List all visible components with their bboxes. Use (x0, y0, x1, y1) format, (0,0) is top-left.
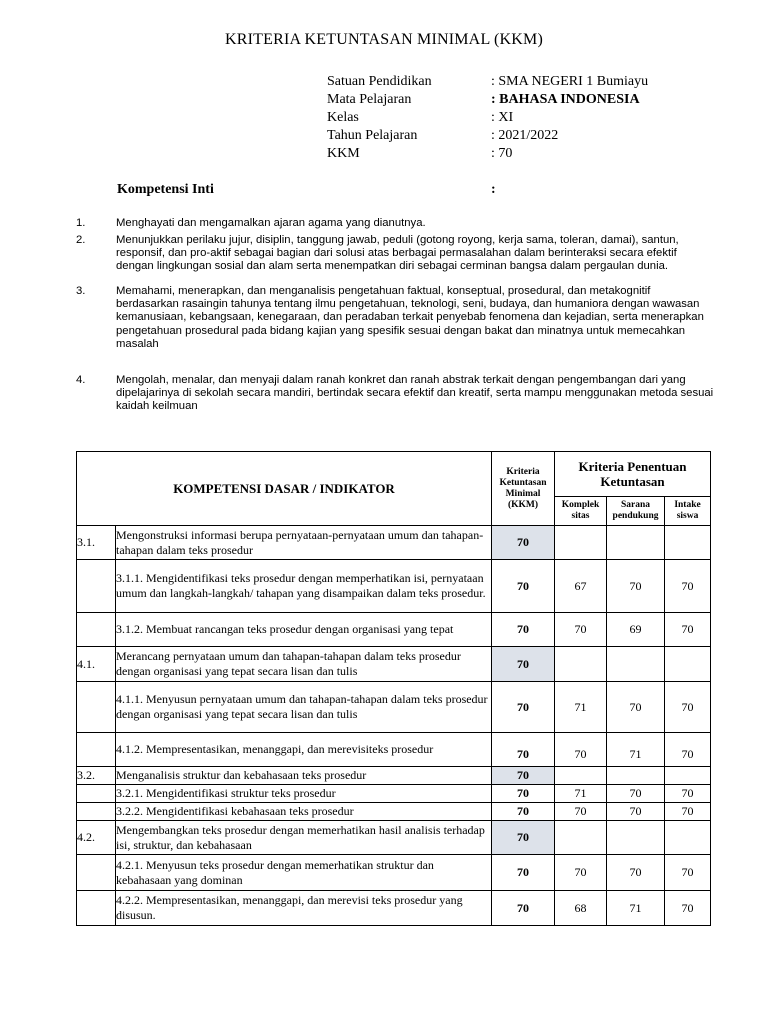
table-row (77, 613, 711, 647)
kompleksitas-value: 70 (555, 733, 607, 767)
kd-number: 4.1. (77, 647, 116, 682)
empty-cell (555, 821, 607, 855)
table-row (77, 647, 711, 682)
kkm-value: 70 (492, 682, 555, 733)
meta-value: : 2021/2022 (491, 128, 559, 143)
list-item-text: Menghayati dan mengamalkan ajaran agama yang dianutnya. (116, 217, 426, 229)
indicator-text: 4.1.1. Menyusun pernyataan umum dan tahapan-tahapan dalam teks prosedur dengan organisasi yang tepat secara lisan dan tulis (116, 682, 492, 733)
meta-label: Kelas (327, 110, 359, 125)
intake-value: 70 (665, 682, 711, 733)
sarana-value: 70 (607, 803, 665, 821)
list-item-text: Menunjukkan perilaku jujur, disiplin, tanggung jawab, peduli (gotong royong, kerja sama, toleran, damai), santun, responsif, dan pro-aktif sebagai bagian dari solusi atas berbagai permasalahan dalam berinteraksi secara efektif dengan lingkungan sosial dan alam serta menempatkan diri sebagai cerminan bangsa dalam pergaulan dunia. (116, 234, 679, 273)
kkm-value: 70 (492, 821, 555, 855)
intake-value: 70 (665, 803, 711, 821)
header-kkm: Kriteria Ketuntasan Minimal (KKM) (492, 452, 555, 526)
table-row (77, 855, 711, 891)
empty-cell (555, 767, 607, 785)
kompleksitas-value: 71 (555, 682, 607, 733)
kd-number: 4.2. (77, 821, 116, 855)
kkm-value: 70 (492, 647, 555, 682)
meta-row-satuan (327, 73, 648, 91)
identity-block (327, 73, 648, 163)
table-row (77, 803, 711, 821)
indicator-text: 3.2.2. Mengidentifikasi kebahasaan teks prosedur (116, 803, 492, 821)
table-row (77, 821, 711, 855)
list-item-number: 4. (76, 374, 86, 386)
indicator-text: 3.1.1. Mengidentifikasi teks prosedur dengan memperhatikan isi, pernyataan umum dan langkah-langkah/ tahapan yang disampaikan dalam teks prosedur. (116, 560, 492, 613)
kd-text: Mengembangkan teks prosedur dengan memerhatikan hasil analisis terhadap isi, struktur, dan kebahasaan (116, 821, 492, 855)
kompleksitas-value: 70 (555, 855, 607, 891)
kkm-value: 70 (492, 613, 555, 647)
kompleksitas-value: 71 (555, 785, 607, 803)
meta-label: Tahun Pelajaran (327, 128, 418, 143)
kd-text: Menganalisis struktur dan kebahasaan teks prosedur (116, 767, 492, 785)
meta-value: : 70 (491, 146, 513, 161)
sarana-value: 71 (607, 733, 665, 767)
kkm-table (76, 451, 711, 926)
kd-text: Merancang pernyataan umum dan tahapan-tahapan dalam teks prosedur dengan organisasi yang tepat secara lisan dan tulis (116, 647, 492, 682)
kkm-value: 70 (492, 733, 555, 767)
kd-text: Mengonstruksi informasi berupa pernyataan-pernyataan umum dan tahapan-tahapan dalam teks prosedur (116, 526, 492, 560)
empty-cell (665, 647, 711, 682)
empty-cell (607, 526, 665, 560)
kkm-value: 70 (492, 526, 555, 560)
header-sarana: Sarana pendukung (607, 497, 665, 526)
kompleksitas-value: 68 (555, 891, 607, 926)
meta-row-mapel (327, 91, 648, 109)
kompleksitas-value: 70 (555, 613, 607, 647)
empty-cell (77, 560, 116, 613)
empty-cell (665, 767, 711, 785)
kompetensi-inti-heading: Kompetensi Inti (117, 182, 214, 197)
sarana-value: 71 (607, 891, 665, 926)
empty-cell (555, 526, 607, 560)
empty-cell (555, 647, 607, 682)
header-kompetensi-dasar: KOMPETENSI DASAR / INDIKATOR (77, 452, 492, 526)
kkm-value: 70 (492, 891, 555, 926)
intake-value: 70 (665, 613, 711, 647)
indicator-text: 4.2.2. Mempresentasikan, menanggapi, dan merevisi teks prosedur yang disusun. (116, 891, 492, 926)
meta-label: KKM (327, 146, 360, 161)
empty-cell (77, 613, 116, 647)
table-row (77, 682, 711, 733)
meta-value: : BAHASA INDONESIA (491, 92, 640, 107)
meta-value: : XI (491, 110, 514, 125)
empty-cell (77, 733, 116, 767)
empty-cell (77, 855, 116, 891)
kkm-value: 70 (492, 767, 555, 785)
kkm-value: 70 (492, 803, 555, 821)
kkm-value: 70 (492, 785, 555, 803)
sarana-value: 70 (607, 682, 665, 733)
intake-value: 70 (665, 733, 711, 767)
meta-row-tahun (327, 127, 648, 145)
empty-cell (607, 767, 665, 785)
empty-cell (77, 682, 116, 733)
table-row (77, 891, 711, 926)
intake-value: 70 (665, 785, 711, 803)
kompleksitas-value: 70 (555, 803, 607, 821)
indicator-text: 3.1.2. Membuat rancangan teks prosedur dengan organisasi yang tepat (116, 613, 492, 647)
list-item-text: Memahami, menerapkan, dan menganalisis pengetahuan faktual, konseptual, prosedural, dan metakognitif berdasarkan rasaingin tahunya tentang ilmu pengetahuan, teknologi, seni, budaya, dan humaniora dengan wawasan kemanusiaan, kebangsaan, kenegaraan, dan peradaban terkait penyebab fenomena dan kejadian, serta menerapkan pengetahuan prosedural pada bidang kajian yang spesifik sesuai dengan bakat dan minatnya untuk memecahkan masalah (116, 285, 704, 350)
kd-number: 3.1. (77, 526, 116, 560)
meta-row-kelas (327, 109, 648, 127)
empty-cell (77, 803, 116, 821)
sarana-value: 70 (607, 785, 665, 803)
intake-value: 70 (665, 855, 711, 891)
kd-number: 3.2. (77, 767, 116, 785)
empty-cell (77, 785, 116, 803)
indicator-text: 3.2.1. Mengidentifikasi struktur teks prosedur (116, 785, 492, 803)
list-item-number: 2. (76, 234, 86, 246)
intake-value: 70 (665, 891, 711, 926)
table-row (77, 526, 711, 560)
header-kompleksitas: Komplek sitas (555, 497, 607, 526)
list-item-text: Mengolah, menalar, dan menyaji dalam ranah konkret dan ranah abstrak terkait dengan pengembangan dari yang dipelajarinya di sekolah secara mandiri, bertindak secara efektif dan kreatif, serta mampu menggunakan metoda sesuai kaidah keilmuan (116, 374, 714, 413)
meta-row-kkm (327, 145, 648, 163)
kompleksitas-value: 67 (555, 560, 607, 613)
kompetensi-inti-colon: : (491, 182, 496, 197)
header-kriteria-penentuan: Kriteria Penentuan Ketuntasan (555, 452, 711, 497)
table-row (77, 560, 711, 613)
document-title: KRITERIA KETUNTASAN MINIMAL (KKM) (224, 31, 544, 48)
meta-label: Satuan Pendidikan (327, 74, 432, 89)
meta-label: Mata Pelajaran (327, 92, 412, 107)
empty-cell (665, 526, 711, 560)
sarana-value: 70 (607, 855, 665, 891)
kkm-value: 70 (492, 560, 555, 613)
header-intake: Intake siswa (665, 497, 711, 526)
indicator-text: 4.1.2. Mempresentasikan, menanggapi, dan merevisiteks prosedur (116, 733, 492, 767)
empty-cell (607, 821, 665, 855)
sarana-value: 70 (607, 560, 665, 613)
kkm-value: 70 (492, 855, 555, 891)
sarana-value: 69 (607, 613, 665, 647)
list-item-number: 1. (76, 217, 86, 229)
list-item-number: 3. (76, 285, 86, 297)
empty-cell (607, 647, 665, 682)
table-row (77, 785, 711, 803)
table-header-row (77, 452, 711, 497)
meta-value: : SMA NEGERI 1 Bumiayu (491, 74, 649, 89)
intake-value: 70 (665, 560, 711, 613)
table-row (77, 767, 711, 785)
empty-cell (77, 891, 116, 926)
table-row (77, 733, 711, 767)
indicator-text: 4.2.1. Menyusun teks prosedur dengan memerhatikan struktur dan kebahasaan yang dominan (116, 855, 492, 891)
empty-cell (665, 821, 711, 855)
